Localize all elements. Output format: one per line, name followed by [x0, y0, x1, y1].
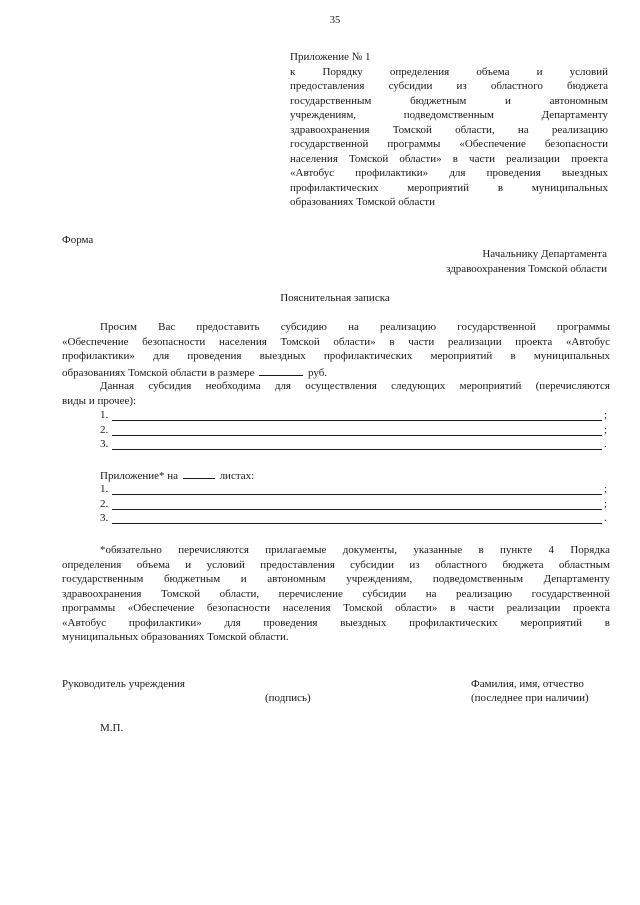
purpose-paragraph [62, 379, 610, 408]
item-blank-line[interactable] [112, 409, 602, 421]
appendix-line: к Порядку определения объема и условий [290, 65, 608, 78]
request-line: Просим Вас предоставить субсидию на реализацию государственной программы [100, 321, 610, 333]
request-line-text: образованиях Томской области в размере [62, 366, 255, 379]
full-name-note: (последнее при наличии) [471, 692, 589, 704]
stamp-place-label: М.П. [100, 722, 124, 734]
item-number: 2. [100, 498, 109, 510]
item-punctuation: ; [604, 483, 608, 495]
request-line: профилактики» для проведения выездных профилактических мероприятий в муниципальных [62, 350, 610, 362]
footnote-line: здравоохранения Томской области, перечисление субсидии на реализацию государственной [62, 587, 610, 600]
item-blank-line[interactable] [112, 498, 602, 510]
item-blank-line[interactable] [112, 483, 602, 495]
signature-caption: (подпись) [265, 692, 311, 704]
currency-label: руб. [307, 366, 328, 379]
item-number: 2. [100, 424, 109, 436]
appendix-line: «Автобус профилактики» для проведения выездных [290, 167, 608, 179]
activity-list-item [100, 423, 610, 438]
item-number: 3. [100, 512, 109, 524]
item-number: 1. [100, 483, 109, 495]
request-paragraph [62, 320, 610, 378]
purpose-line: виды и прочее): [62, 394, 137, 407]
attachment-label: листах: [219, 470, 255, 482]
addressee-line: здравоохранения Томской области [446, 262, 607, 275]
item-punctuation: ; [604, 498, 608, 510]
item-blank-line[interactable] [112, 424, 602, 436]
appendix-line: населения Томской области» в части реализации проекта [290, 152, 608, 165]
footnote-line: «Автобус профилактики» для проведения выездных профилактических мероприятий в [62, 616, 610, 629]
appendix-title: Приложение № 1 [290, 51, 371, 63]
request-line: «Обеспечение безопасности населения Томской области» в части реализации проекта «Автобус [62, 335, 610, 348]
item-blank-line[interactable] [112, 438, 602, 450]
item-punctuation: ; [604, 409, 608, 421]
footnote-line: программы «Обеспечение безопасности населения Томской области» в части реализации проекта [62, 602, 610, 614]
appendix-line: профилактических мероприятий в муниципальных [290, 181, 608, 194]
appendix-line: образованиях Томской области [290, 196, 435, 208]
attachment-list-item [100, 497, 610, 512]
appendix-header [290, 50, 608, 210]
head-of-institution-label: Руководитель учреждения [62, 678, 185, 690]
attachment-list-item [100, 511, 610, 526]
appendix-line: учреждениям, подведомственным Департаменту [290, 109, 608, 121]
footnote-line: *обязательно перечисляются прилагаемые документы, указанные в пункте 4 Порядка [100, 544, 610, 556]
footnote-line: государственным бюджетным и автономным учреждениям, подведомственным Департаменту [62, 573, 610, 585]
activity-list-item [100, 437, 610, 452]
footnote-paragraph [62, 543, 610, 645]
item-punctuation: ; [604, 424, 608, 436]
page-number: 35 [329, 15, 341, 26]
amount-blank-field[interactable] [259, 364, 303, 376]
full-name-label: Фамилия, имя, отчество [471, 678, 584, 690]
item-punctuation: . [604, 512, 607, 524]
footnote-line: муниципальных образованиях Томской области. [62, 631, 289, 643]
activity-list-item [100, 408, 610, 423]
item-blank-line[interactable] [112, 512, 602, 524]
attachment-label: Приложение* на [100, 470, 179, 482]
addressee-line: Начальнику Департамента [482, 248, 607, 260]
attachment-list-item [100, 482, 610, 497]
request-amount-line [62, 364, 610, 379]
appendix-line: здравоохранения Томской области, на реализацию [290, 123, 608, 136]
item-number: 1. [100, 409, 109, 421]
appendix-line: предоставления субсидии из областного бюджета [290, 80, 608, 92]
item-number: 3. [100, 438, 109, 450]
pages-blank-field[interactable] [183, 467, 215, 479]
purpose-line: Данная субсидия необходима для осуществления следующих мероприятий (перечисляются [100, 380, 610, 392]
form-label: Форма [62, 234, 94, 246]
document-title: Пояснительная записка [280, 292, 390, 304]
appendix-line: государственным бюджетным и автономным [290, 94, 608, 107]
appendix-line: государственной программы «Обеспечение безопасности [290, 138, 608, 150]
item-punctuation: . [604, 438, 607, 450]
addressee-block [446, 247, 607, 276]
footnote-line: определения объема и условий предоставления субсидии из областного бюджета областным [62, 558, 610, 571]
